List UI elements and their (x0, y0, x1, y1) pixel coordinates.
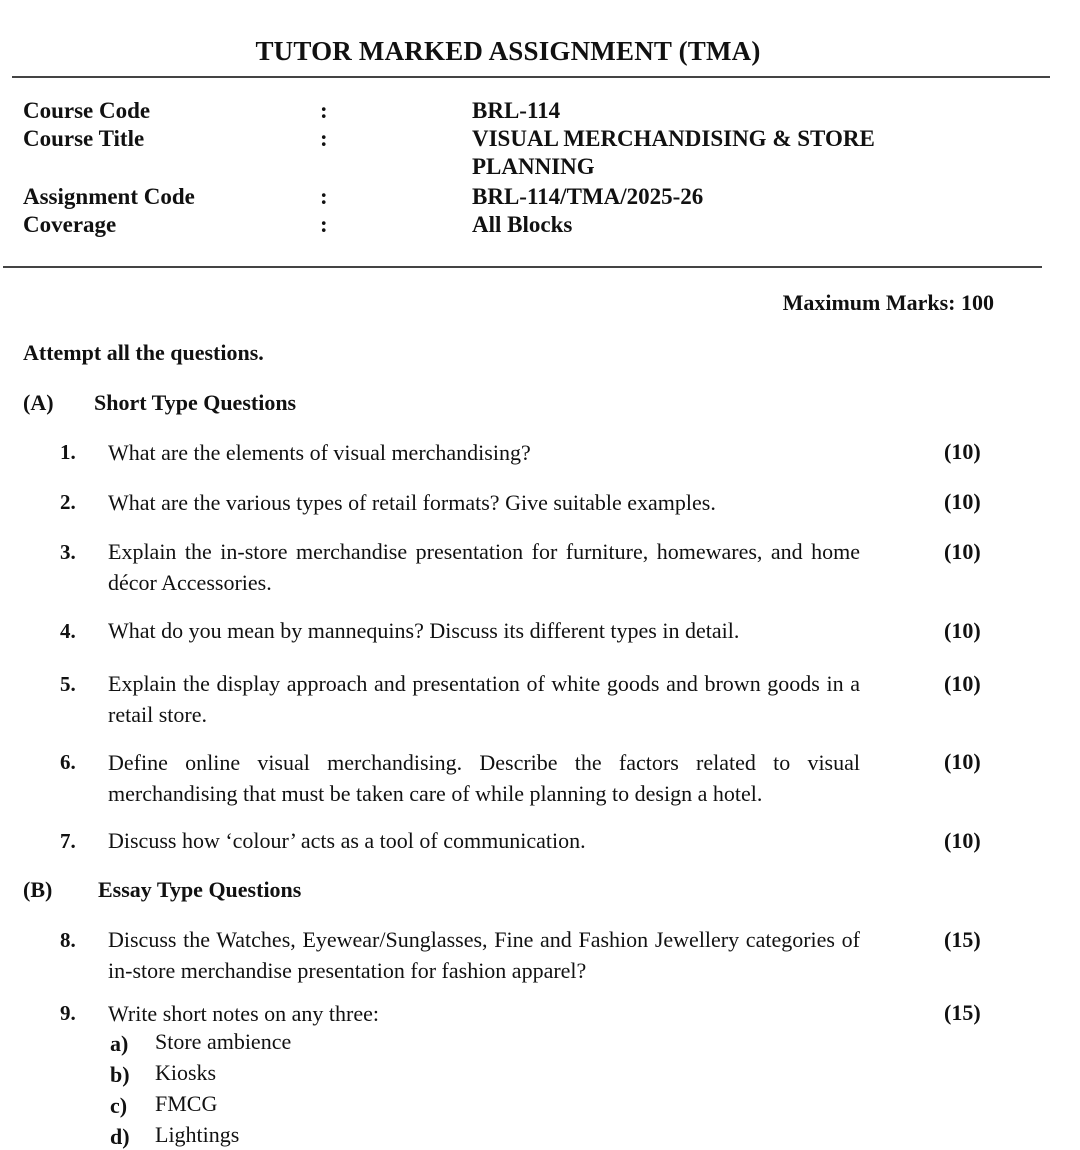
subitem-text: FMCG (155, 1091, 218, 1116)
coverage-colon: : (320, 212, 328, 237)
question-text: Write short notes on any three: (108, 1001, 379, 1026)
question-text: Explain the display approach and presentation of white goods and brown goods in a retail store. (108, 671, 860, 727)
coverage-value: All Blocks (472, 212, 573, 237)
question-text: What are the various types of retail formats? Give suitable examples. (108, 490, 716, 515)
question-number: 2. (60, 490, 76, 514)
instruction: Attempt all the questions. (23, 340, 264, 365)
question-marks: (10) (944, 439, 981, 464)
course-code-colon: : (320, 98, 328, 123)
bottom-divider (3, 266, 1042, 268)
question-marks: (10) (944, 618, 981, 643)
question-marks: (10) (944, 489, 981, 514)
subitem-letter: c) (110, 1093, 128, 1118)
course-code-label: Course Code (23, 98, 151, 123)
subitem-text: Store ambience (155, 1029, 292, 1054)
question-number: 8. (60, 928, 76, 952)
subitem-text: Kiosks (155, 1060, 217, 1085)
question-marks: (10) (944, 828, 981, 853)
subitem-letter: b) (110, 1062, 130, 1087)
subitem-text: Lightings (155, 1122, 240, 1147)
question-text: What are the elements of visual merchandising? (108, 440, 531, 465)
subitem-letter: a) (110, 1031, 129, 1056)
course-title-label: Course Title (23, 126, 145, 151)
section-b-title: Essay Type Questions (98, 877, 302, 902)
question-marks: (10) (944, 749, 981, 774)
section-a-title: Short Type Questions (94, 390, 297, 415)
assignment-code-value: BRL-114/TMA/2025-26 (472, 184, 704, 209)
assignment-code-label: Assignment Code (23, 184, 195, 209)
question-number: 6. (60, 750, 76, 774)
maximum-marks: Maximum Marks: 100 (782, 290, 994, 315)
coverage-label: Coverage (23, 212, 117, 237)
question-marks: (10) (944, 539, 981, 564)
document-title: TUTOR MARKED ASSIGNMENT (TMA) (255, 36, 761, 66)
question-text: Discuss how ‘colour’ acts as a tool of communication. (108, 828, 586, 853)
question-marks: (10) (944, 671, 981, 696)
course-title-colon: : (320, 126, 328, 151)
question-text: What do you mean by mannequins? Discuss its different types in detail. (108, 618, 740, 643)
question-marks: (15) (944, 1000, 981, 1025)
assignment-code-colon: : (320, 184, 328, 209)
course-title-value-cont: PLANNING (472, 154, 595, 179)
top-divider (12, 76, 1050, 78)
section-a-letter: (A) (23, 390, 54, 415)
question-number: 7. (60, 829, 76, 853)
question-number: 3. (60, 540, 76, 564)
question-number: 5. (60, 672, 76, 696)
question-text: Discuss the Watches, Eyewear/Sunglasses, Fine and Fashion Jewellery categories of in-store merchandise presentation for fashion apparel? (108, 927, 860, 983)
question-text: Explain the in-store merchandise presentation for furniture, homewares, and home décor Accessories. (108, 539, 860, 595)
question-marks: (15) (944, 927, 981, 952)
section-b-letter: (B) (23, 877, 53, 902)
question-text: Define online visual merchandising. Describe the factors related to visual merchandising that must be taken care of while planning to design a hotel. (108, 750, 860, 806)
subitem-letter: d) (110, 1124, 130, 1149)
course-title-value: VISUAL MERCHANDISING & STORE (472, 126, 875, 151)
question-number: 1. (60, 440, 76, 464)
course-code-value: BRL-114 (472, 98, 561, 123)
question-number: 9. (60, 1001, 76, 1025)
question-number: 4. (60, 619, 76, 643)
